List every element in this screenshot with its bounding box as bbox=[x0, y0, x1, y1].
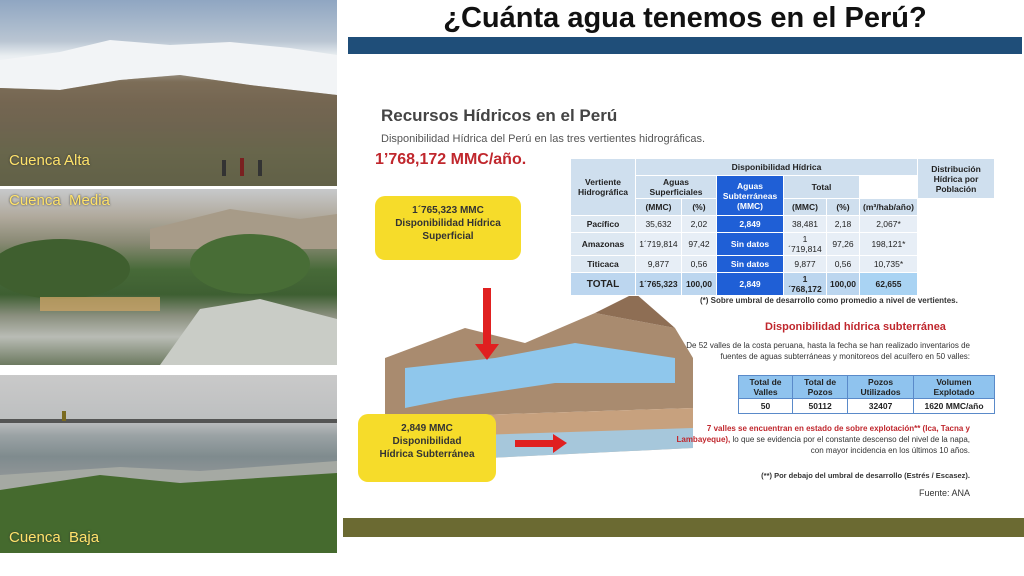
table-total-row bbox=[571, 273, 995, 296]
warn-strong: 7 valles se encuentran en estado de sobre explotación** (Ica, Tacna y Lambayeque), bbox=[676, 424, 970, 444]
table-row bbox=[571, 216, 995, 233]
subterranea-title: Disponibilidad hídrica subterránea bbox=[765, 321, 946, 333]
th-total-pozos: Total de Pozos bbox=[793, 376, 848, 399]
th-dist-unit: (m³/hab/año) bbox=[859, 199, 917, 216]
cell-tot: 38,481 bbox=[784, 216, 827, 233]
sobre-explotacion-text bbox=[670, 423, 970, 456]
cell-tot-pct: 100,00 bbox=[826, 273, 859, 296]
th-distribucion: Distribución Hídrica por Población bbox=[918, 159, 995, 199]
callout-subterranea bbox=[358, 414, 496, 482]
cell-dist: 2,067* bbox=[859, 216, 917, 233]
table-row bbox=[571, 256, 995, 273]
valles-table bbox=[738, 375, 995, 414]
cell-sup: 1´719,814 bbox=[636, 233, 682, 256]
th-tot-pct: (%) bbox=[826, 199, 859, 216]
th-vertiente: Vertiente Hidrográfica bbox=[571, 159, 636, 216]
cell-volumen: 1620 MMC/año bbox=[914, 399, 995, 414]
cell-sub: 2,849 bbox=[717, 216, 784, 233]
cell-dist: 62,655 bbox=[859, 273, 917, 296]
cell-pozos-utilizados: 32407 bbox=[848, 399, 914, 414]
info-subheading: Disponibilidad Hídrica del Perú en las tres vertientes hidrográficas. bbox=[381, 133, 706, 145]
coast-illustration bbox=[0, 375, 337, 553]
cell-sup: 35,632 bbox=[636, 216, 682, 233]
callout-sub-line-1: 2,849 MMC bbox=[401, 423, 453, 434]
cell-name: Amazonas bbox=[571, 233, 636, 256]
valley-river-illustration bbox=[0, 189, 337, 365]
th-total: Total bbox=[784, 176, 860, 199]
info-heading: Recursos Hídricos en el Perú bbox=[381, 106, 618, 125]
infographic-recursos-hidricos bbox=[355, 88, 995, 508]
cell-total-pozos: 50112 bbox=[793, 399, 848, 414]
subterranea-text: De 52 valles de la costa peruana, hasta la fecha se han realizado inventarios de fuentes de aguas subterráneas y monitoreos del acuífero en 50 valles: bbox=[686, 341, 970, 361]
cell-tot-pct: 2,18 bbox=[826, 216, 859, 233]
callout-sub-line-3: Hídrica Subterránea bbox=[379, 449, 475, 460]
title-bar bbox=[348, 37, 1022, 54]
caption-cuenca-alta: Cuenca Alta bbox=[9, 152, 90, 169]
callout-sup-line-1: 1´765,323 MMC bbox=[412, 205, 484, 216]
bottom-bar bbox=[343, 518, 1024, 537]
cell-tot: 1´719,814 bbox=[784, 233, 827, 256]
cell-tot: 1´768,172 bbox=[784, 273, 827, 296]
photo-cuenca-baja bbox=[0, 375, 337, 553]
th-group: Disponibilidad Hídrica bbox=[636, 159, 918, 176]
callout-superficial bbox=[375, 196, 521, 260]
info-total-annual: 1’768,172 MMC/año. bbox=[375, 151, 527, 168]
cell-sup-pct: 100,00 bbox=[681, 273, 716, 296]
source-label: Fuente: ANA bbox=[918, 488, 970, 498]
cell-tot-pct: 97,26 bbox=[826, 233, 859, 256]
note-umbral: (*) Sobre umbral de desarrollo como promedio a nivel de vertientes. bbox=[700, 296, 958, 305]
table-row bbox=[571, 233, 995, 256]
cell-total-valles: 50 bbox=[739, 399, 793, 414]
cell-sup: 9,877 bbox=[636, 256, 682, 273]
th-tot-mmc: (MMC) bbox=[784, 199, 827, 216]
th-volumen: Volumen Explotado bbox=[914, 376, 995, 399]
callout-sub-line-2: Disponibilidad bbox=[392, 436, 462, 447]
callout-sup-line-2: Disponibilidad Hídrica bbox=[395, 218, 501, 229]
cell-sub: Sin datos bbox=[717, 233, 784, 256]
cell-sup-pct: 2,02 bbox=[681, 216, 716, 233]
cell-sub: Sin datos bbox=[717, 256, 784, 273]
th-pozos-utilizados: Pozos Utilizados bbox=[848, 376, 914, 399]
cell-tot: 9,877 bbox=[784, 256, 827, 273]
warn-rest: lo que se evidencia por el constante descenso del nivel de la napa, con mayor incidencia en los últimos 10 años. bbox=[730, 435, 970, 455]
cell-name: Titicaca bbox=[571, 256, 636, 273]
photo-cuenca-media bbox=[0, 189, 337, 365]
th-sup-mmc: (MMC) bbox=[636, 199, 682, 216]
photo-cuenca-alta bbox=[0, 0, 337, 186]
cell-sup-pct: 0,56 bbox=[681, 256, 716, 273]
cell-tot-pct: 0,56 bbox=[826, 256, 859, 273]
caption-cuenca-media: Cuenca Media bbox=[9, 192, 110, 209]
cell-dist: 10,735* bbox=[859, 256, 917, 273]
cell-dist: 198,121* bbox=[859, 233, 917, 256]
cell-name: TOTAL bbox=[571, 273, 636, 296]
th-subterraneas: Aguas Subterráneas (MMC) bbox=[717, 176, 784, 216]
cell-sup-pct: 97,42 bbox=[681, 233, 716, 256]
caption-cuenca-baja: Cuenca Baja bbox=[9, 529, 100, 546]
cell-sup: 1´765,323 bbox=[636, 273, 682, 296]
note-estres: (**) Por debajo del umbral de desarrollo (Estrés / Escasez). bbox=[761, 471, 970, 480]
cell-sub: 2,849 bbox=[717, 273, 784, 296]
th-sup-pct: (%) bbox=[681, 199, 716, 216]
callout-sup-line-3: Superficial bbox=[422, 231, 474, 242]
th-total-valles: Total de Valles bbox=[739, 376, 793, 399]
cell-name: Pacífico bbox=[571, 216, 636, 233]
th-superficiales: Aguas Superficiales bbox=[636, 176, 717, 199]
page-title: ¿Cuánta agua tenemos en el Perú? bbox=[443, 2, 927, 34]
disponibilidad-table bbox=[570, 158, 995, 296]
